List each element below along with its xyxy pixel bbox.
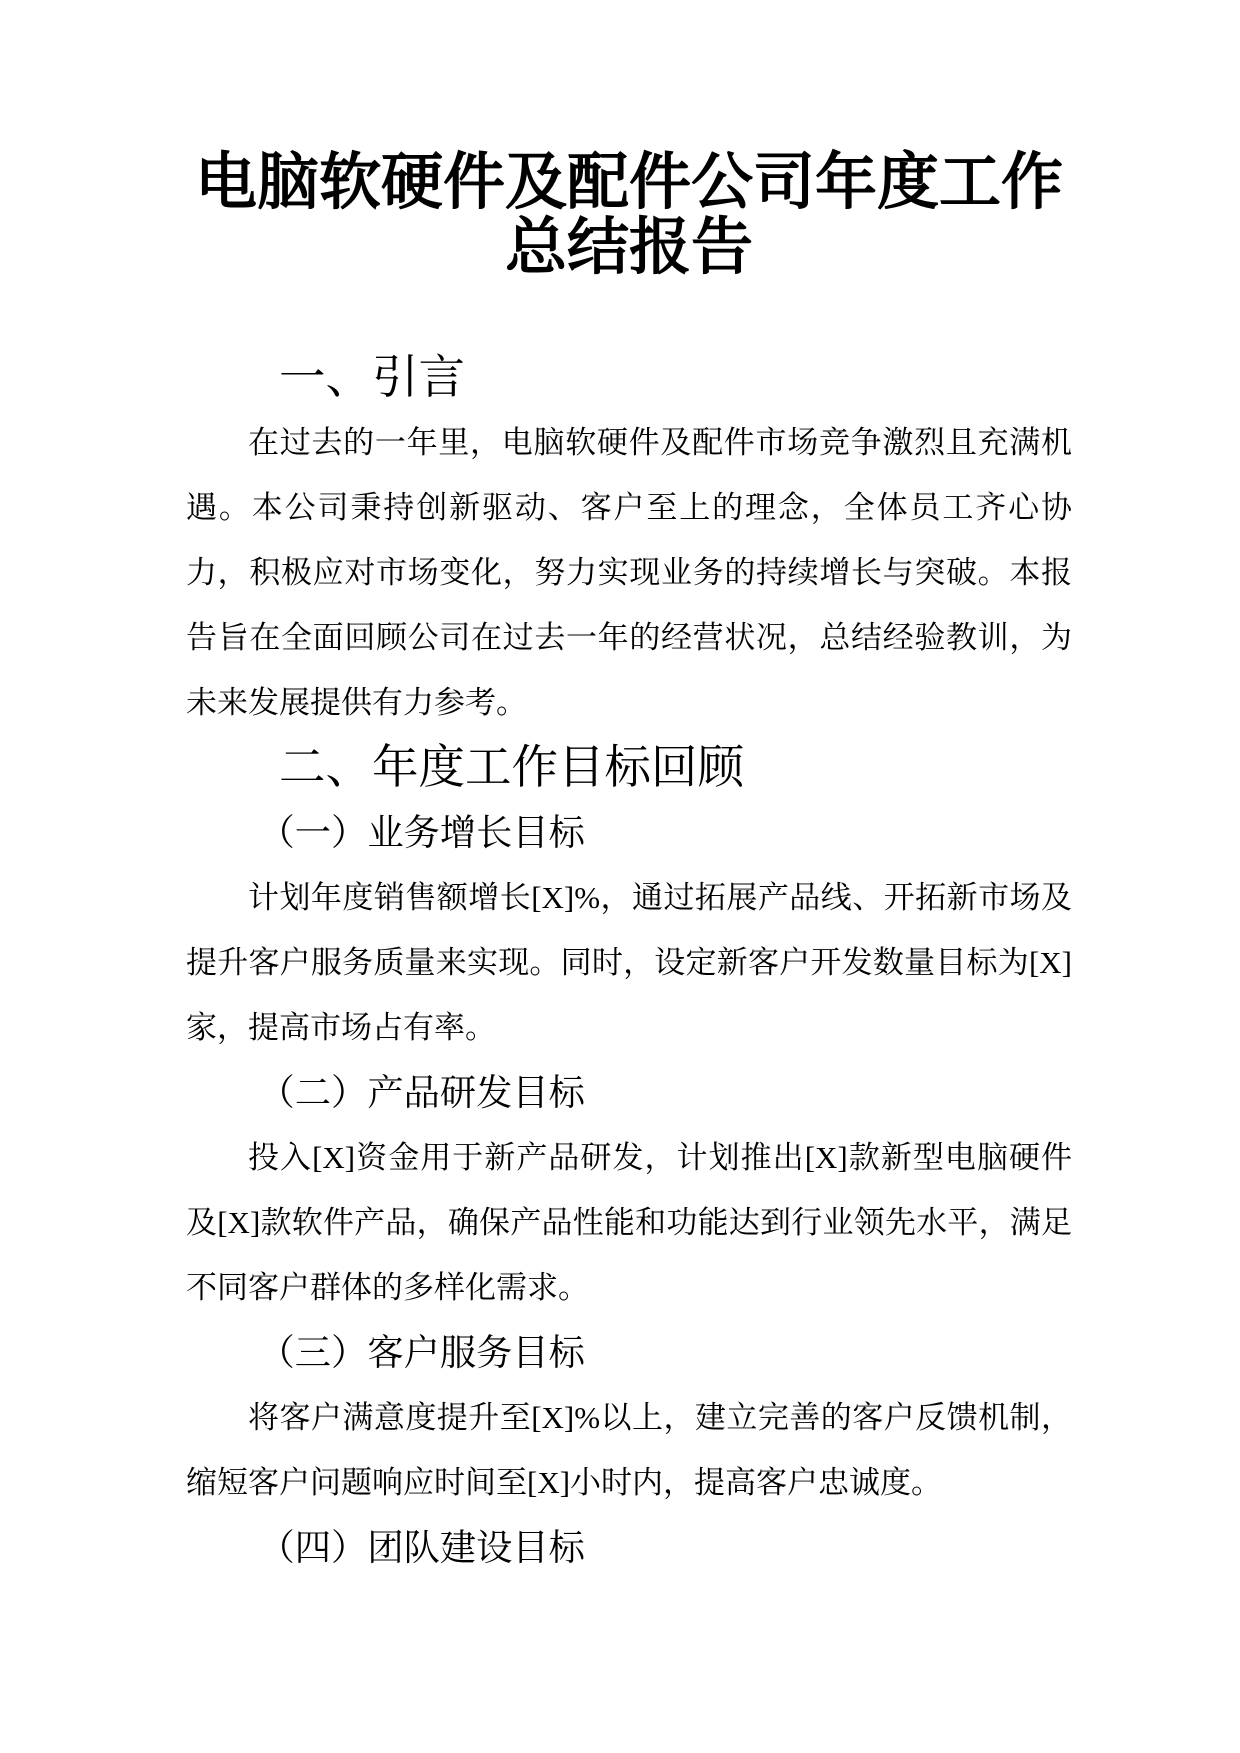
subheading-product-rnd: （二）产品研发目标 <box>258 1072 585 1113</box>
subheading-team-building: （四）团队建设目标 <box>258 1527 585 1568</box>
paragraph-customer-service: 将客户满意度提升至[X]%以上，建立完善的客户反馈机制，缩短客户问题响应时间至[X]小时内，提高客户忠诚度。 <box>186 1400 1073 1500</box>
paragraph-intro: 在过去的一年里，电脑软硬件及配件市场竞争激烈且充满机遇。本公司秉持创新驱动、客户至上的理念，全体员工齐心协力，积极应对市场变化，努力实现业务的持续增长与突破。本报告旨在全面回顾公司在过去一年的经营状况，总结经验教训，为未来发展提供有力参考。 <box>186 425 1072 720</box>
subheading-business-growth: （一）业务增长目标 <box>258 812 585 853</box>
section-heading-goals-review: 二、年度工作目标回顾 <box>279 741 744 793</box>
paragraph-business-growth: 计划年度销售额增长[X]%，通过拓展产品线、开拓新市场及提升客户服务质量来实现。同时，设定新客户开发数量目标为[X]家，提高市场占有率。 <box>186 880 1073 1045</box>
subheading-customer-service: （三）客户服务目标 <box>258 1332 585 1373</box>
doc-title: 电脑软硬件及配件公司年度工作总结报告 <box>194 148 1063 282</box>
paragraph-product-rnd: 投入[X]资金用于新产品研发，计划推出[X]款新型电脑硬件及[X]款软件产品，确保产品性能和功能达到行业领先水平，满足不同客户群体的多样化需求。 <box>186 1140 1073 1305</box>
section-heading-intro: 一、引言 <box>279 351 465 403</box>
